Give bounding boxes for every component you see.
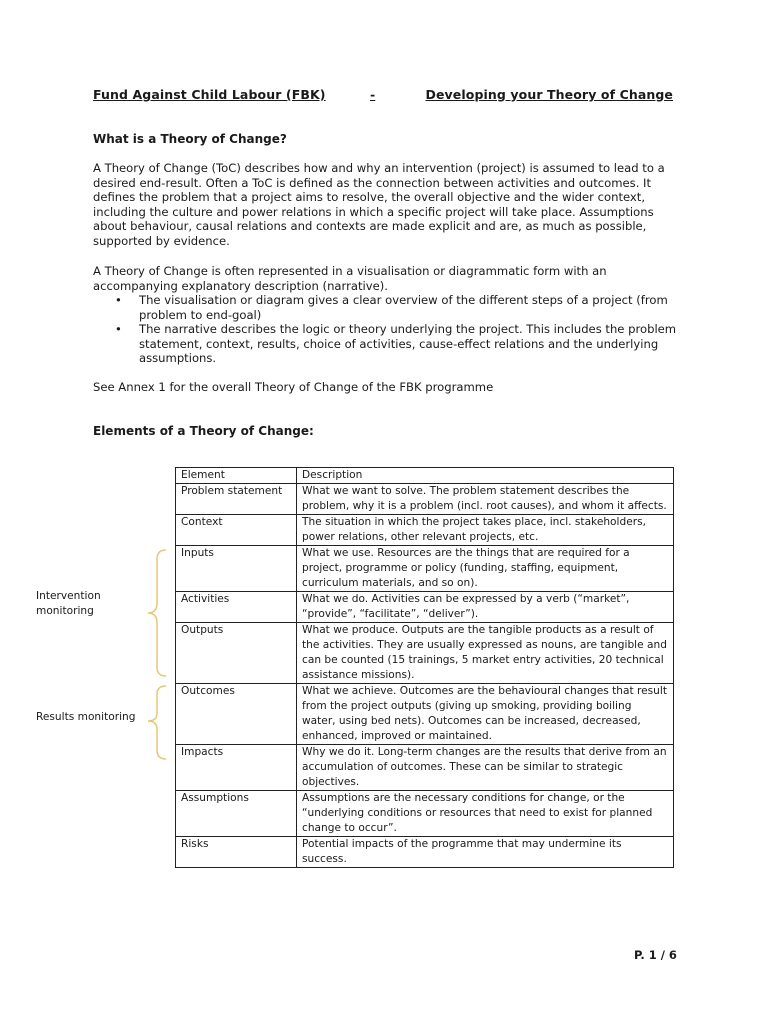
elements-table	[175, 467, 674, 868]
description-cell: What we produce. Outputs are the tangible products as a result of the activities. They are usually expressed as nouns, are tangible and can be counted (15 trainings, 5 market entry activities, 20 technical assistance missions).	[297, 623, 674, 684]
table-row	[176, 484, 674, 515]
element-cell: Inputs	[176, 546, 297, 592]
table-header-row	[176, 468, 674, 484]
intro-paragraph: A Theory of Change (ToC) describes how and why an intervention (project) is assumed to lead to a desired end-result. Often a ToC is defined as the connection between activities and outcomes. It defines the problem that a project aims to resolve, the overall objective and the wider context, including the culture and power relations in which a specific project will take place. Assumptions about behaviour, causal relations and contexts are made explicit and are, as much as possible, supported by evidence.	[93, 161, 665, 248]
description-cell: What we want to solve. The problem statement describes the problem, why it is a problem (incl. root causes), and whom it affects.	[297, 484, 674, 515]
annex-reference: See Annex 1 for the overall Theory of Change of the FBK programme	[93, 380, 494, 394]
description-cell: What we use. Resources are the things that are required for a project, programme or policy (funding, staffing, equipment, curriculum materials, and so on).	[297, 546, 674, 592]
table-row	[176, 791, 674, 837]
description-cell: Assumptions are the necessary conditions for change, or the “underlying conditions or resources that need to exist for planned change to occur”.	[297, 791, 674, 837]
table-row	[176, 592, 674, 623]
element-cell: Context	[176, 515, 297, 546]
bullet-list	[93, 293, 683, 366]
results-monitoring-label: Results monitoring	[36, 711, 136, 723]
element-cell: Risks	[176, 837, 297, 868]
element-cell: Activities	[176, 592, 297, 623]
table-row	[176, 623, 674, 684]
element-cell: Problem statement	[176, 484, 297, 515]
table-row	[176, 684, 674, 745]
description-cell: Potential impacts of the programme that may undermine its success.	[297, 837, 674, 868]
results-brace-icon	[148, 686, 166, 759]
element-cell: Impacts	[176, 745, 297, 791]
intervention-brace-icon	[148, 550, 166, 676]
column-header-description: Description	[297, 468, 674, 484]
column-header-element: Element	[176, 468, 297, 484]
header-right-title: Developing your Theory of Change	[425, 87, 673, 102]
monitoring-braces	[140, 545, 172, 775]
header-left-title: Fund Against Child Labour (FBK)	[93, 87, 326, 102]
bullet-item: • The visualisation or diagram gives a clear overview of the different steps of a project (from problem to end-goal)	[93, 293, 683, 322]
element-cell: Outcomes	[176, 684, 297, 745]
header-dash: -	[370, 87, 376, 102]
element-cell: Outputs	[176, 623, 297, 684]
visualisation-paragraph: A Theory of Change is often represented in a visualisation or diagrammatic form with an accompanying explanatory description (narrative).	[93, 264, 607, 293]
page-number: P. 1 / 6	[634, 948, 677, 962]
description-cell: The situation in which the project takes place, incl. stakeholders, power relations, other relevant projects, etc.	[297, 515, 674, 546]
section-heading-what-is: What is a Theory of Change?	[93, 132, 287, 146]
description-cell: What we do. Activities can be expressed by a verb (“market”, “provide”, “facilitate”, “deliver”).	[297, 592, 674, 623]
description-cell: Why we do it. Long-term changes are the results that derive from an accumulation of outcomes. These can be similar to strategic objectives.	[297, 745, 674, 791]
section-heading-elements: Elements of a Theory of Change:	[93, 424, 314, 438]
element-cell: Assumptions	[176, 791, 297, 837]
table-row	[176, 745, 674, 791]
intervention-label-line1: Intervention	[36, 590, 101, 602]
table-row	[176, 546, 674, 592]
table-row	[176, 515, 674, 546]
table-row	[176, 837, 674, 868]
document-header	[93, 87, 673, 105]
intervention-monitoring-label	[36, 589, 101, 618]
description-cell: What we achieve. Outcomes are the behavioural changes that result from the project outputs (giving up smoking, providing boiling water, using bed nets). Outcomes can be increased, decreased, enhanced, improved or maintained.	[297, 684, 674, 745]
bullet-item: • The narrative describes the logic or theory underlying the project. This includes the problem statement, context, results, choice of activities, cause-effect relations and the underlying assumptions.	[93, 322, 683, 366]
intervention-label-line2: monitoring	[36, 604, 94, 617]
